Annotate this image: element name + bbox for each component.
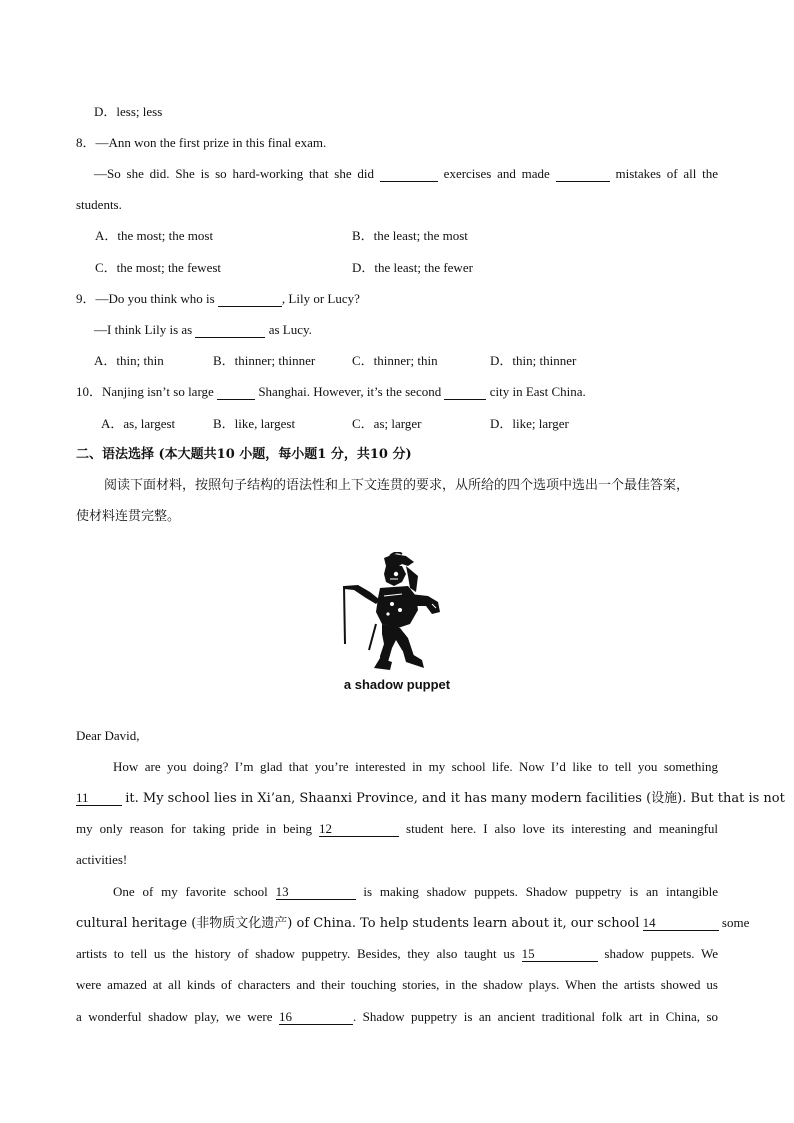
letter-p2-line5 (76, 1008, 718, 1026)
letter-p2-line3-text-a: artists to tell us the history of shadow puppetry. Besides, they also taught us (76, 946, 515, 961)
q8-blank-1 (380, 167, 438, 182)
q8-option-a: A．the most; the most (95, 228, 214, 243)
section-heading: 二、语法选择 (本大题共10 小题，每小题1 分，共10 分) (76, 447, 412, 462)
blank-13: 13 (276, 885, 356, 900)
letter-p2-line5-text-b: . Shadow puppetry is an ancient traditional folk art in China, so (352, 1009, 718, 1024)
q10-option-b: B．like, largest (213, 416, 296, 431)
q8-option-c: C．the most; the fewest (95, 260, 222, 275)
letter-p1-line3-text-a: my only reason for taking pride in being (76, 821, 313, 836)
letter-p2-line1-text-b: is making shadow puppets. Shadow puppetry is an intangible (363, 884, 719, 899)
q9-answer-line (94, 321, 312, 339)
q8-continuation: students. (76, 197, 122, 212)
q9-text-b: , Lily or Lucy? (281, 291, 360, 306)
letter-p2-line5-text-a: a wonderful shadow play, we were (76, 1009, 273, 1024)
figure-caption: a shadow puppet (343, 677, 451, 692)
q9-option-d: D．thin; thinner (490, 353, 577, 368)
blank-12: 12 (319, 822, 399, 837)
q9-stem (76, 290, 360, 308)
q8-dialogue (94, 165, 718, 183)
q8-stem: 8．—Ann won the first prize in this final exam. (76, 135, 327, 150)
shadow-puppet-image (336, 552, 446, 676)
q10-blank-2 (444, 385, 486, 400)
q9-text-d: as Lucy. (268, 322, 312, 337)
q8-text-a: —So she did. She is so hard-working that she did (94, 166, 375, 181)
q10-text-c: city in East China. (489, 384, 586, 399)
blank-14: 14 (643, 916, 719, 931)
q10-text-b: Shanghai. However, it’s the second (258, 384, 442, 399)
q7-option-d: D．less; less (94, 104, 163, 119)
letter-salutation: Dear David, (76, 728, 140, 743)
q8-text-c: mistakes of all the (615, 166, 719, 181)
letter-p2-line1 (113, 883, 718, 901)
letter-p2-line3-text-b: shadow puppets. We (604, 946, 719, 961)
q8-option-b: B．the least; the most (352, 228, 468, 243)
letter-p1-line1: How are you doing? I’m glad that you’re interested in my school life. Now I’d like to tell you something (113, 759, 718, 774)
blank-11: 11 (76, 791, 122, 806)
letter-p1-line2-text: it. My school lies in Xi’an, Shaanxi Province, and it has many modern facilities (设施). But that is not (125, 791, 785, 806)
letter-p2-line2 (76, 914, 750, 933)
q9-text-a: 9．—Do you think who is (76, 291, 215, 306)
q9-option-c: C．thinner; thin (352, 353, 438, 368)
q10-option-d: D．like; larger (490, 416, 569, 431)
q8-text-b: exercises and made (443, 166, 550, 181)
q10-option-a: A．as, largest (101, 416, 176, 431)
q8-blank-2 (556, 167, 610, 182)
section-instructions-1: 阅读下面材料，按照句子结构的语法性和上下文连贯的要求，从所给的四个选项中选出一个最佳答案， (104, 478, 690, 493)
q8-option-d: D．the least; the fewer (352, 260, 473, 275)
q9-option-a: A．thin; thin (94, 353, 164, 368)
q10-blank-1 (217, 385, 255, 400)
letter-p2-line2-text-b: some (721, 915, 750, 930)
letter-p2-line2-text-a: cultural heritage (非物质文化遗产) of China. To help students learn about it, our school (76, 916, 640, 931)
q9-blank-1 (218, 292, 282, 307)
letter-p2-line1-text-a: One of my favorite school (113, 884, 268, 899)
letter-p1-line3-text-b: student here. I also love its interesting and meaningful (406, 821, 719, 836)
blank-15: 15 (522, 947, 598, 962)
q9-text-c: —I think Lily is as (94, 322, 193, 337)
q10-option-c: C．as; larger (352, 416, 422, 431)
letter-p2-line3 (76, 945, 718, 963)
letter-p1-line3 (76, 820, 718, 838)
blank-16: 16 (279, 1010, 353, 1025)
section-instructions-2: 使材料连贯完整。 (76, 509, 181, 524)
q10-stem (76, 383, 586, 401)
q10-text-a: 10．Nanjing isn’t so large (76, 384, 214, 399)
letter-p1-line2 (76, 789, 785, 808)
q9-blank-2 (195, 323, 265, 338)
q9-option-b: B．thinner; thinner (213, 353, 316, 368)
letter-p2-line4: were amazed at all kinds of characters and their touching stories, in the shadow plays. When the artists showed us (76, 977, 718, 992)
letter-p1-line4: activities! (76, 852, 128, 867)
